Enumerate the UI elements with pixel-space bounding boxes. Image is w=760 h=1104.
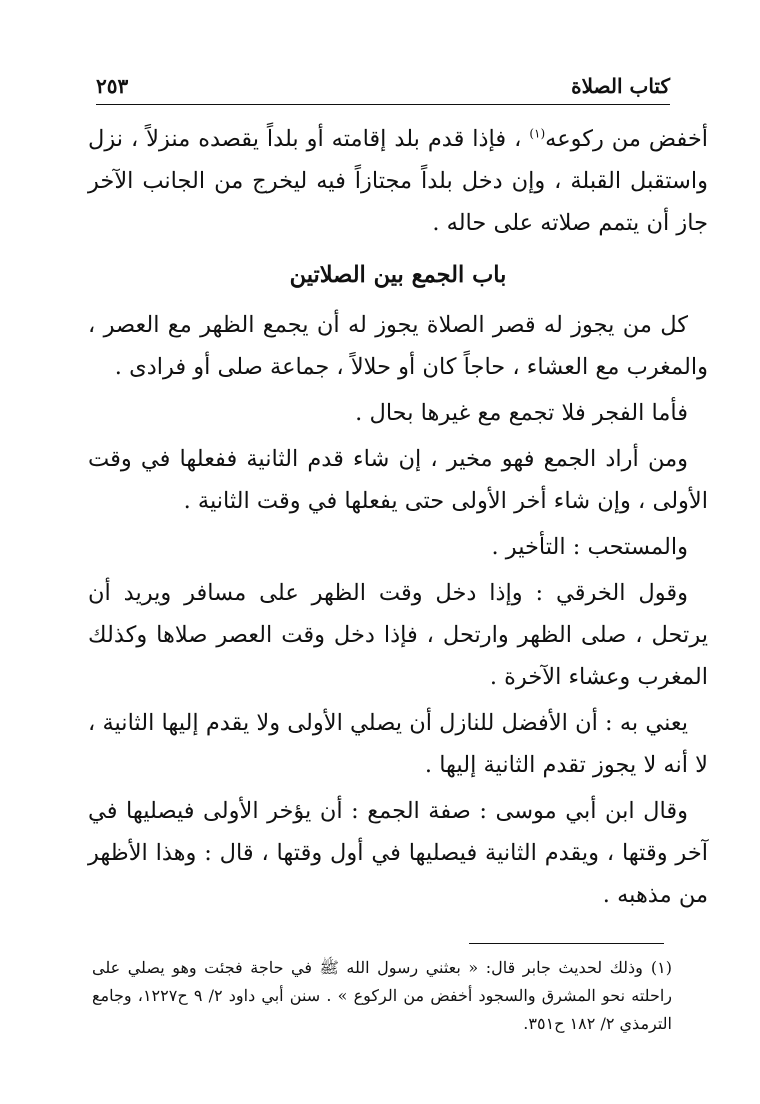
paragraph-3: فأما الفجر فلا تجمع مع غيرها بحال . bbox=[355, 400, 688, 426]
paragraph-6: وقول الخرقي : وإذا دخل وقت الظهر على مسافر ويريد أن يرتحل ، صلى الظهر وارتحل ، فإذا دخل وقت العصر صلاها وكذلك المغرب وعشاء الآخرة . bbox=[88, 580, 708, 690]
paragraph-8: وقال ابن أبي موسى : صفة الجمع : أن يؤخر الأولى فيصليها في آخر وقتها ، ويقدم الثانية فيصليها في أول وقتها ، قال : وهذا الأظهر من مذهبه . bbox=[88, 798, 708, 908]
footnote-number: (١) bbox=[650, 958, 672, 977]
page-number: ٢٥٣ bbox=[96, 74, 129, 98]
running-title: كتاب الصلاة bbox=[571, 74, 670, 98]
paragraph-2: كل من يجوز له قصر الصلاة يجوز له أن يجمع الظهر مع العصر ، والمغرب مع العشاء ، حاجاً كان أو حلالاً ، جماعة صلى أو فرادى . bbox=[88, 312, 708, 380]
paragraph-1-start: أخفض من ركوعه bbox=[545, 126, 709, 152]
footnote bbox=[92, 954, 672, 1038]
section-heading: باب الجمع بين الصلاتين bbox=[289, 262, 507, 288]
running-header bbox=[96, 72, 670, 105]
footnote-text: وذلك لحديث جابر قال: « بعثني رسول الله ﷺ في حاجة فجئت وهو يصلي على راحلته نحو المشرق والسجود أخفض من الركوع » . سنن أبي داود ٢/ ٩ ح١٢٢٧، وجامع الترمذي ٢/ ١٨٢ ح٣٥١. bbox=[92, 958, 673, 1033]
paragraph-7: يعني به : أن الأفضل للنازل أن يصلي الأولى ولا يقدم إليها الثانية ، لا أنه لا يجوز تقدم الثانية إليها . bbox=[88, 710, 708, 778]
footnote-divider bbox=[469, 943, 664, 944]
paragraph-1 bbox=[88, 118, 708, 244]
body-text bbox=[88, 118, 708, 920]
paragraph-5: والمستحب : التأخير . bbox=[491, 534, 688, 560]
paragraph-4: ومن أراد الجمع فهو مخير ، إن شاء قدم الثانية ففعلها في وقت الأولى ، وإن شاء أخر الأولى حتى يفعلها في وقت الثانية . bbox=[88, 446, 708, 514]
footnote-reference: (١) bbox=[529, 126, 546, 141]
paragraph-1-rest: ، فإذا قدم بلد إقامته أو بلداً يقصده منزلاً ، نزل واستقبل القبلة ، وإن دخل بلداً مجتازاً فيه ليخرج من الجانب الآخر جاز أن يتمم صلاته على حاله . bbox=[88, 126, 708, 236]
